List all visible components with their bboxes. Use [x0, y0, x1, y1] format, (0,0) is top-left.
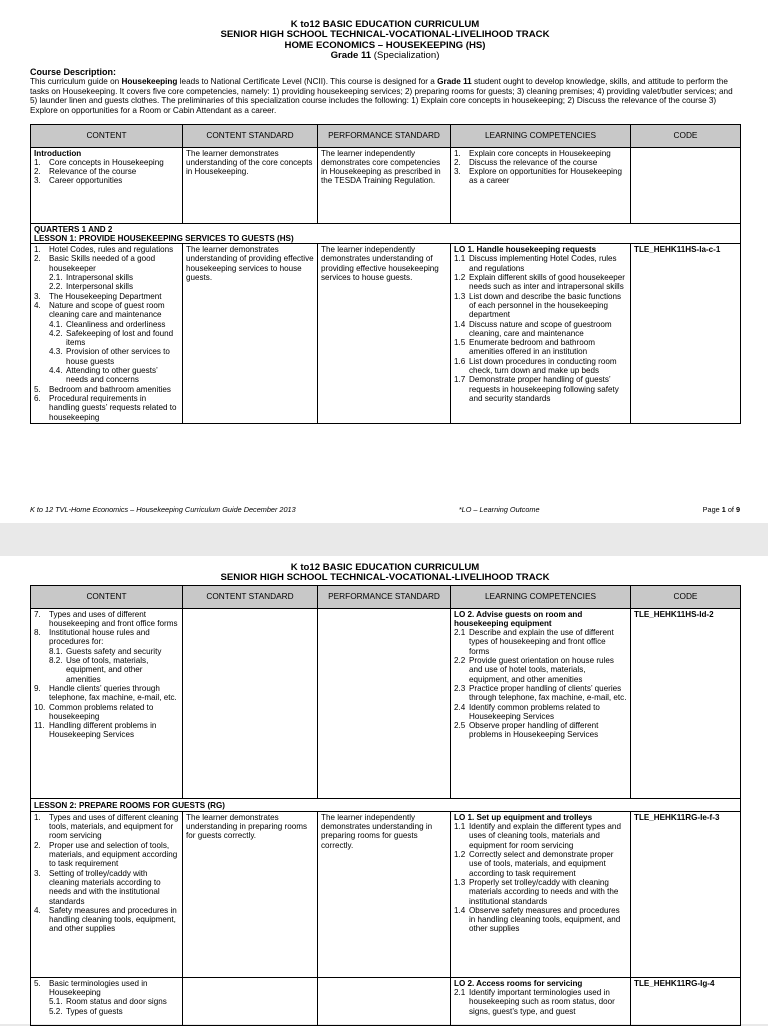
list-item-number: 1.1 — [454, 822, 466, 832]
list-item-number: 1.1 — [454, 254, 466, 264]
list-item — [454, 988, 627, 1016]
list-item-text: Institutional house rules and procedures for: — [49, 628, 150, 647]
lesson2-performance: The learner independently demonstrates understanding in preparing rooms for guests correctly. — [318, 811, 451, 977]
list-item — [454, 822, 627, 850]
list-item — [34, 385, 179, 394]
list-item-number: 3. — [34, 291, 41, 301]
header-grade: Grade 11 (Specialization) — [330, 49, 440, 61]
list-item — [454, 684, 627, 703]
lesson2-performance-2 — [318, 977, 451, 1025]
list-item-text: Discuss the relevance of the course — [469, 157, 598, 167]
list-item — [454, 721, 627, 740]
lesson2-lo: LO 1. Set up equipment and trolleys — [454, 812, 593, 822]
lesson2-standard: The learner demonstrates understanding in preparing rooms for guests correctly. — [183, 811, 318, 977]
list-item — [454, 375, 627, 403]
list-item-number: 2. — [454, 157, 461, 167]
list-item-text: Identify important terminologies used in housekeeping such as room status, door signs, guest’s type, and guest — [469, 988, 615, 1016]
lesson2-heading: LESSON 2: PREPARE ROOMS FOR GUESTS (RG) — [31, 798, 741, 811]
list-item — [34, 647, 179, 656]
list-item — [34, 684, 179, 703]
list-item-text: List down and describe the basic functions of each personnel in the housekeeping department — [469, 291, 622, 320]
list-item-number: 4.2. — [49, 328, 63, 338]
list-item-number: 9. — [34, 683, 41, 693]
list-item-number: 8. — [34, 628, 41, 638]
list-item-text: List down procedures in conducting room check, turn down and make up beds — [469, 356, 617, 376]
list-item-number: 4.1. — [49, 319, 63, 329]
page-2-header — [30, 556, 740, 584]
list-item-text: Proper use and selection of tools, materials, and equipment according to task requirement — [49, 840, 178, 869]
lesson1-code: TLE_HEHK11HS-Ia-c-1 — [631, 244, 741, 424]
list-item-number: 2.2. — [49, 282, 63, 292]
list-item — [34, 329, 179, 348]
list-item — [454, 850, 627, 878]
course-description: This curriculum guide on Housekeeping leads to National Certificate Level (NCII). This course is designed for a Grade 11 student ought to develop knowledge, skills, and attitude to perform the tasks on Housekeeping. It covers five core competencies, namely: 1) providing housekeeping services; 2) preparing rooms for guests; 3) cleaning premises; 4) providing valet/butler services; and 5) launder linen and guests clothes. The preliminaries of this specialization course includes the following: 1) Explain core concepts in housekeeping; 2) Discuss the relevance of the course 3) Explore on opportunities for a Room or Cabin Attendant as a career. — [30, 77, 733, 115]
list-item-text: Intrapersonal skills — [66, 273, 134, 283]
list-item-text: Observe proper handling of different problems in Housekeeping Services — [469, 721, 599, 740]
list-item-text: Identify and explain the different types and uses of cleaning tools, materials and equipment for room servicing — [469, 822, 621, 850]
list-item-text: Safety measures and procedures in handling cleaning tools, equipment, and other supplies — [49, 905, 177, 934]
list-item-number: 5. — [34, 978, 41, 988]
list-item-text: Cleanliness and orderliness — [66, 319, 166, 329]
p2-table-header-row — [31, 585, 741, 608]
lesson1-content — [31, 244, 183, 424]
list-item-number: 2.2 — [454, 656, 466, 666]
list-item — [34, 869, 179, 906]
intro-code — [631, 147, 741, 223]
list-item-text: Setting of trolley/caddy with cleaning materials according to needs and with the institutional standards — [49, 868, 161, 906]
lesson2-code: TLE_HEHK11RG-Ie-f-3 — [631, 811, 741, 977]
table-row-lesson-2 — [31, 811, 741, 977]
list-item-text: Observe safety measures and procedures in handling cleaning tools, equipment, and other supplies — [469, 905, 621, 934]
list-item — [34, 176, 179, 185]
list-item-text: The Housekeeping Department — [49, 291, 162, 301]
list-item-number: 10. — [34, 702, 46, 712]
list-item — [34, 841, 179, 869]
document-header — [30, 0, 740, 61]
list-item-number: 1.2 — [454, 850, 466, 860]
list-item-number: 2.3 — [454, 683, 466, 693]
table-row-lesson-1-cont — [31, 608, 741, 798]
list-item-number: 4.3. — [49, 347, 63, 357]
list-item — [34, 245, 179, 254]
list-item-number: 1. — [34, 245, 41, 255]
list-item — [454, 703, 627, 722]
p2-header-line-2: SENIOR HIGH SCHOOL TECHNICAL-VOCATIONAL-LIVELIHOOD TRACK — [220, 572, 550, 584]
list-item — [454, 320, 627, 339]
list-item-number: 7. — [34, 609, 41, 619]
list-item-number: 1.5 — [454, 338, 466, 348]
footer-page-number: Page 1 of 9 — [702, 505, 740, 514]
list-item — [34, 158, 179, 167]
list-item-number: 2.1. — [49, 273, 63, 283]
list-item-number: 2. — [34, 254, 41, 264]
list-item — [34, 366, 179, 385]
list-item-text: Interpersonal skills — [66, 282, 134, 292]
list-item-number: 4.4. — [49, 366, 63, 376]
intro-performance: The learner independently demonstrates core competencies in Housekeeping as prescribed in the TESDA Training Regulation. — [318, 147, 451, 223]
list-item — [34, 320, 179, 329]
list-item-text: Safekeeping of lost and found items — [66, 328, 174, 348]
list-item-number: 1. — [454, 148, 461, 158]
course-description-title: Course Description: — [30, 67, 117, 78]
list-item — [34, 610, 179, 629]
list-item-text: Hotel Codes, rules and regulations — [49, 245, 174, 255]
table-row-lesson-2-lo2 — [31, 977, 741, 1025]
list-item-number: 1.2 — [454, 273, 466, 283]
list-item — [454, 906, 627, 934]
list-item — [454, 167, 627, 186]
list-item-text: Basic Skills needed of a good housekeeper — [49, 254, 156, 273]
list-item — [34, 813, 179, 841]
list-item-number: 1.3 — [454, 877, 466, 887]
list-item-number: 3. — [454, 167, 461, 177]
list-item — [34, 703, 179, 722]
list-item-text: Procedural requirements in handling guests’ requests related to housekeeping — [49, 393, 177, 422]
list-item — [34, 721, 179, 740]
list-item — [34, 347, 179, 366]
list-item-text: Basic terminologies used in Housekeeping — [49, 978, 148, 998]
list-item-number: 1. — [34, 812, 41, 822]
list-item — [454, 273, 627, 292]
list-item-text: Handling different problems in Housekeeping Services — [49, 721, 157, 740]
lesson2-competencies-2 — [451, 977, 631, 1025]
lesson1-standard: The learner demonstrates understanding of providing effective housekeeping services to house guests. — [183, 244, 318, 424]
list-item-number: 3. — [34, 176, 41, 186]
list-item — [454, 292, 627, 320]
list-item — [34, 301, 179, 320]
list-item — [34, 906, 179, 934]
list-item-number: 3. — [34, 868, 41, 878]
lesson2-competencies — [451, 811, 631, 977]
list-item-number: 1. — [34, 157, 41, 167]
list-item-text: Explore on opportunities for Housekeeping as a career — [469, 167, 622, 186]
list-item-text: Guests safety and security — [66, 646, 162, 656]
list-item-text: Relevance of the course — [49, 167, 137, 177]
p2-header-line-1: K to12 BASIC EDUCATION CURRICULUM — [290, 562, 480, 573]
list-item-text: Explain core concepts in Housekeeping — [469, 148, 611, 158]
list-item-text: Types and uses of different cleaning tools, materials, and equipment for room servicing — [49, 812, 179, 841]
lesson1b-standard — [183, 608, 318, 798]
quarters-heading: QUARTERS 1 AND 2 LESSON 1: PROVIDE HOUSEKEEPING SERVICES TO GUESTS (HS) — [31, 223, 741, 244]
list-item-number: 2.1 — [454, 988, 466, 998]
page-gap — [0, 523, 768, 556]
list-item — [454, 656, 627, 684]
list-item-text: Room status and door signs — [66, 997, 167, 1007]
list-item — [34, 292, 179, 301]
intro-competencies — [451, 147, 631, 223]
list-item-text: Provision of other services to house guests — [66, 347, 170, 366]
p2-col-header-performance-standard: PERFORMANCE STANDARD — [318, 585, 451, 608]
col-header-code: CODE — [631, 124, 741, 147]
list-item-text: Use of tools, materials, equipment, and other amenities — [66, 656, 149, 684]
list-item — [454, 628, 627, 656]
list-item-text: Demonstrate proper handling of guests’ requests in housekeeping following safety and security standards — [469, 375, 619, 403]
lesson1b-performance — [318, 608, 451, 798]
lesson2-code-2: TLE_HEHK11RG-Ig-4 — [631, 977, 741, 1025]
list-item-number: 1.4 — [454, 905, 466, 915]
header-line-1: K to12 BASIC EDUCATION CURRICULUM — [290, 19, 480, 30]
list-item-number: 5.2. — [49, 1006, 63, 1016]
list-item-number: 5.1. — [49, 997, 63, 1007]
list-item-text: Discuss nature and scope of guestroom cleaning, care and maintenance — [469, 319, 612, 338]
col-header-learning-competencies: LEARNING COMPETENCIES — [451, 124, 631, 147]
intro-standard: The learner demonstrates understanding of the core concepts in Housekeeping. — [183, 147, 318, 223]
list-item — [34, 997, 179, 1006]
list-item-text: Common problems related to housekeeping — [49, 702, 154, 721]
col-header-performance-standard: PERFORMANCE STANDARD — [318, 124, 451, 147]
p2-col-header-content-standard: CONTENT STANDARD — [183, 585, 318, 608]
list-item-number: 2.5 — [454, 721, 466, 731]
list-item — [34, 656, 179, 684]
table-row-lesson-1 — [31, 244, 741, 424]
list-item-number: 1.7 — [454, 375, 466, 385]
list-item-number: 4. — [34, 300, 41, 310]
table-row-quarters — [31, 223, 741, 244]
list-item-text: Explain different skills of good housekeeper needs such as inter and intrapersonal skills — [469, 273, 625, 292]
lesson2-content — [31, 811, 183, 977]
list-item — [454, 338, 627, 357]
col-header-content: CONTENT — [31, 124, 183, 147]
intro-content: Introduction 1. Core concepts in Housekeeping 2. Relevance of the course 3. Career opportunities — [31, 147, 183, 223]
col-header-content-standard: CONTENT STANDARD — [183, 124, 318, 147]
list-item-text: Types of guests — [66, 1006, 123, 1016]
lesson1b-lo: LO 2. Advise guests on room and housekeeping equipment — [454, 609, 583, 628]
list-item — [454, 158, 627, 167]
list-item — [454, 357, 627, 376]
table-header-row — [31, 124, 741, 147]
list-item — [454, 254, 627, 273]
footer-lo-note: *LO – Learning Outcome — [458, 505, 540, 514]
list-item-number: 1.3 — [454, 291, 466, 301]
p2-col-header-learning-competencies: LEARNING COMPETENCIES — [451, 585, 631, 608]
list-item — [34, 979, 179, 998]
page-footer — [30, 505, 740, 514]
list-item-text: Identify common problems related to Housekeeping Services — [469, 702, 600, 721]
footer-title: K to 12 TVL-Home Economics – Housekeeping Curriculum Guide December 2013 — [30, 505, 296, 514]
list-item-text: Career opportunities — [49, 176, 123, 186]
header-line-2: SENIOR HIGH SCHOOL TECHNICAL-VOCATIONAL-LIVELIHOOD TRACK — [220, 29, 550, 41]
lesson1-performance: The learner independently demonstrates understanding of providing effective housekeeping services to house guests. — [318, 244, 451, 424]
list-item-number: 4. — [34, 905, 41, 915]
list-item-text: Practice proper handling of clients’ queries through telephone, fax machine, e-mail, etc. — [469, 683, 627, 703]
list-item — [34, 628, 179, 647]
lesson1b-content — [31, 608, 183, 798]
list-item-text: Nature and scope of guest room cleaning care and maintenance — [49, 300, 165, 320]
list-item — [34, 167, 179, 176]
list-item-number: 11. — [34, 721, 45, 731]
list-item — [34, 254, 179, 273]
lesson2-lo2: LO 2. Access rooms for servicing — [454, 978, 583, 988]
list-item — [34, 282, 179, 291]
list-item-text: Properly set trolley/caddy with cleaning materials according to needs and with the institutional standards — [469, 877, 619, 906]
table-row-introduction — [31, 147, 741, 223]
list-item-number: 2.1 — [454, 628, 466, 638]
list-item — [454, 149, 627, 158]
list-item-number: 6. — [34, 393, 41, 403]
list-item-text: Handle clients’ queries through telephone, fax machine, e-mail, etc. — [49, 683, 177, 703]
list-item — [34, 1007, 179, 1016]
lesson1b-competencies — [451, 608, 631, 798]
list-item-number: 5. — [34, 384, 41, 394]
list-item-number: 2.4 — [454, 702, 466, 712]
list-item-text: Core concepts in Housekeeping — [49, 157, 164, 167]
lesson1b-code: TLE_HEHK11HS-Id-2 — [631, 608, 741, 798]
list-item-number: 8.2. — [49, 656, 63, 666]
list-item-text: Discuss implementing Hotel Codes, rules and regulations — [469, 254, 617, 273]
list-item-number: 2. — [34, 167, 41, 177]
list-item-text: Types and uses of different housekeeping and front office forms — [49, 609, 178, 628]
lesson2-content-2 — [31, 977, 183, 1025]
list-item-number: 8.1. — [49, 646, 63, 656]
list-item-number: 1.4 — [454, 319, 466, 329]
lesson1-lo: LO 1. Handle housekeeping requests — [454, 245, 597, 255]
list-item — [34, 273, 179, 282]
list-item-text: Provide guest orientation on house rules and use of hotel tools, materials, equipment, and other amenities — [469, 656, 614, 684]
list-item — [454, 878, 627, 906]
curriculum-table-page-2 — [30, 585, 741, 1026]
header-line-3: HOME ECONOMICS – HOUSEKEEPING (HS) — [284, 39, 486, 51]
list-item-text: Enumerate bedroom and bathroom amenities offered in an institution — [469, 338, 595, 357]
list-item-text: Attending to other guests’ needs and concerns — [66, 366, 158, 385]
list-item-number: 2. — [34, 840, 41, 850]
page-2 — [0, 556, 768, 1024]
list-item-number: 1.6 — [454, 356, 466, 366]
list-item-text: Describe and explain the use of different types of housekeeping and front office forms — [469, 628, 614, 656]
list-item-text: Correctly select and demonstrate proper use of tools, materials, and equipment according to task requirement — [469, 850, 614, 878]
list-item-text: Bedroom and bathroom amenities — [49, 384, 171, 394]
p2-col-header-content: CONTENT — [31, 585, 183, 608]
table-row-lesson-2-heading — [31, 798, 741, 811]
lesson2-standard-2 — [183, 977, 318, 1025]
p2-col-header-code: CODE — [631, 585, 741, 608]
list-item — [34, 394, 179, 422]
curriculum-table-page-1 — [30, 124, 741, 424]
lesson1-competencies — [451, 244, 631, 424]
